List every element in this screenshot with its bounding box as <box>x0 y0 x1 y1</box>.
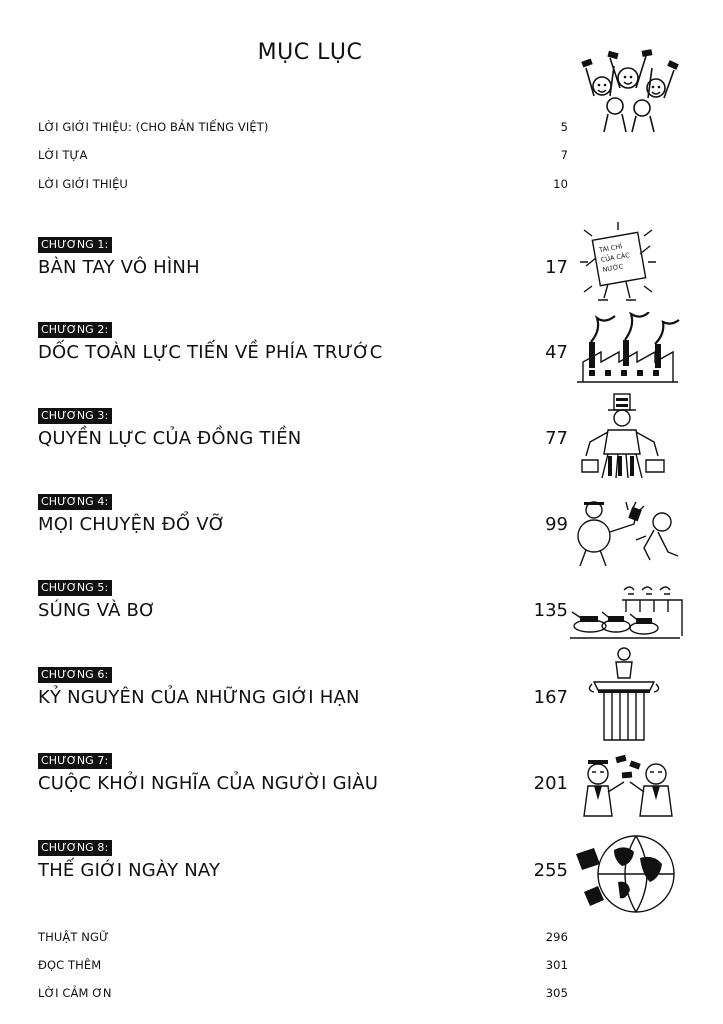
chapter-page: 47 <box>545 342 568 363</box>
chapter-title: DỐC TOÀN LỰC TIẾN VỀ PHÍA TRƯỚC <box>38 342 383 363</box>
list-item[interactable] <box>38 958 568 978</box>
chapter-entry[interactable] <box>38 322 568 382</box>
chapter-label: CHƯƠNG 7: <box>38 753 112 769</box>
chapter-page: 135 <box>533 600 568 621</box>
tanks-illustration <box>570 582 685 642</box>
chapter-title: KỶ NGUYÊN CỦA NHỮNG GIỚI HẠN <box>38 687 360 708</box>
chapter-page: 167 <box>533 687 568 708</box>
chapter-page: 77 <box>545 428 568 449</box>
book-sign-line: CỦA CÁC <box>600 251 631 265</box>
chapter-entry[interactable] <box>38 494 568 554</box>
book-sign-line: TÀI CHÍ <box>598 242 623 255</box>
entry-label: LỜI GIỚI THIỆU: (CHO BẢN TIẾNG VIỆT) <box>38 120 269 134</box>
money-crowd-illustration <box>580 48 680 133</box>
entry-page: 7 <box>560 148 568 162</box>
entry-page: 5 <box>560 120 568 134</box>
entry-label: ĐỌC THÊM <box>38 958 102 972</box>
book-character-illustration <box>578 222 658 302</box>
chapter-label: CHƯƠNG 6: <box>38 667 112 683</box>
kicking-men-illustration <box>570 496 685 571</box>
chapter-page: 201 <box>533 773 568 794</box>
chapter-title: SÚNG VÀ BƠ <box>38 600 156 621</box>
chapter-entry[interactable] <box>38 237 568 297</box>
chapter-label: CHƯƠNG 4: <box>38 494 112 510</box>
chapter-entry[interactable] <box>38 667 568 727</box>
chapter-page: 17 <box>545 257 568 278</box>
entry-label: LỜI TỰA <box>38 148 88 162</box>
chapter-title: QUYỀN LỰC CỦA ĐỒNG TIỀN <box>38 428 302 449</box>
chapter-entry[interactable] <box>38 580 568 640</box>
chapter-page: 99 <box>545 514 568 535</box>
page-title: MỤC LỤC <box>257 40 363 65</box>
factory-illustration <box>575 312 680 387</box>
entry-label: THUẬT NGỮ <box>38 930 109 944</box>
globe-illustration <box>574 830 689 925</box>
entry-label: LỜI CẢM ƠN <box>38 986 112 1000</box>
chapter-title: BÀN TAY VÔ HÌNH <box>38 257 200 278</box>
chapter-page: 255 <box>533 860 568 881</box>
chapter-label: CHƯƠNG 8: <box>38 840 112 856</box>
entry-page: 305 <box>545 986 568 1000</box>
entry-page: 10 <box>553 177 568 191</box>
chapter-entry[interactable] <box>38 840 568 900</box>
entry-page: 296 <box>545 930 568 944</box>
chapter-title: THẾ GIỚI NGÀY NAY <box>38 860 221 881</box>
entry-page: 301 <box>545 958 568 972</box>
chapter-label: CHƯƠNG 1: <box>38 237 112 253</box>
chapter-label: CHƯƠNG 2: <box>38 322 112 338</box>
column-statue-illustration <box>584 644 664 744</box>
entry-label: LỜI GIỚI THIỆU <box>38 177 128 191</box>
chapter-label: CHƯƠNG 3: <box>38 408 112 424</box>
uncle-sam-illustration <box>578 392 668 482</box>
book-sign-line: NƯỚC <box>601 262 624 274</box>
list-item[interactable] <box>38 120 568 140</box>
chapter-entry[interactable] <box>38 753 568 813</box>
list-item[interactable] <box>38 177 568 197</box>
chapter-title: MỌI CHUYỆN ĐỔ VỠ <box>38 514 226 535</box>
chapter-label: CHƯƠNG 5: <box>38 580 112 596</box>
list-item[interactable] <box>38 148 568 168</box>
list-item[interactable] <box>38 986 568 1006</box>
list-item[interactable] <box>38 930 568 950</box>
chapter-entry[interactable] <box>38 408 568 468</box>
chapter-title: CUỘC KHỞI NGHĨA CỦA NGƯỜI GIÀU <box>38 773 379 794</box>
rich-men-illustration <box>570 752 685 822</box>
